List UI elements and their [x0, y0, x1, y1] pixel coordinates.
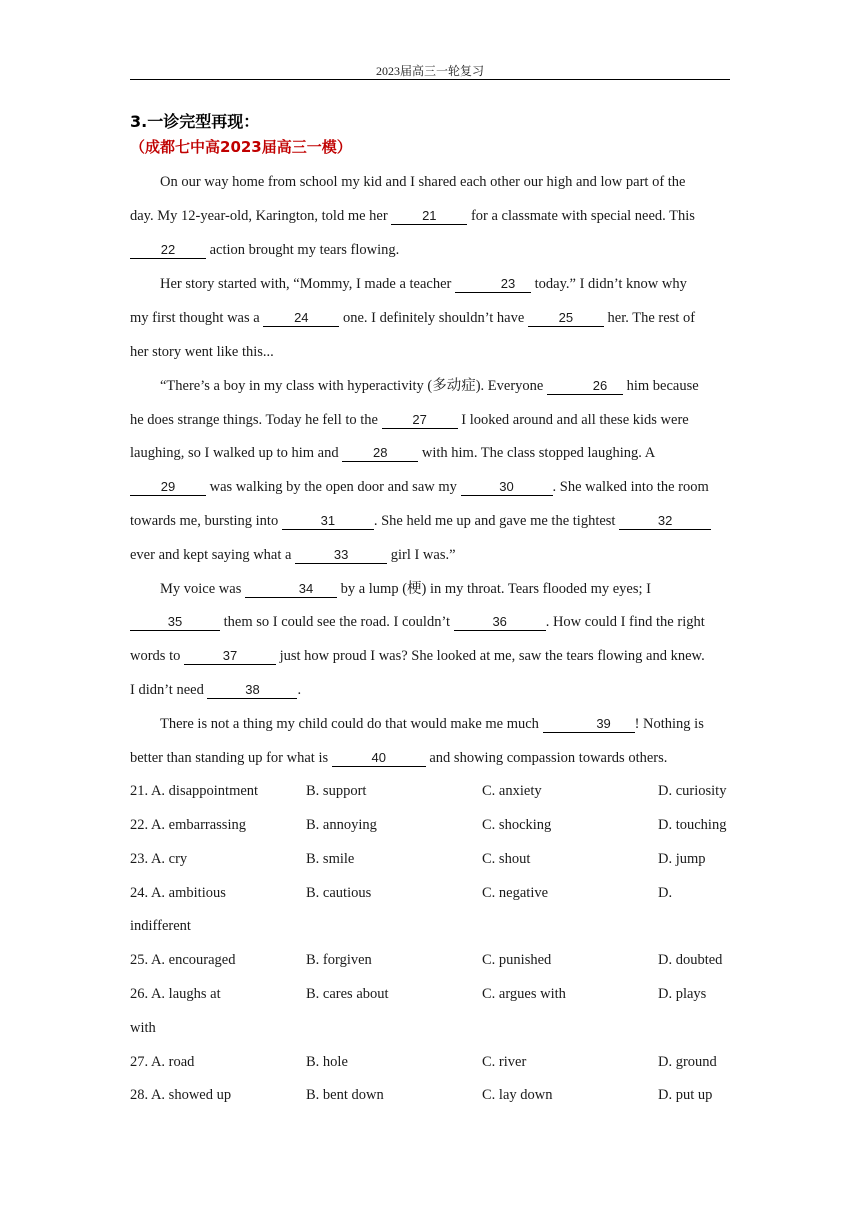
option-d[interactable]: D. jump — [658, 851, 706, 867]
option-c[interactable]: C. river — [482, 1054, 527, 1070]
option-b[interactable]: B. hole — [306, 1054, 348, 1070]
blank-39[interactable]: 39 — [543, 715, 635, 733]
blank-35[interactable]: 35 — [130, 613, 220, 631]
passage-line: I didn’t need 38 . — [130, 682, 302, 698]
option-c[interactable]: C. anxiety — [482, 783, 542, 799]
option-b[interactable]: B. cautious — [306, 885, 372, 901]
option-c[interactable]: C. shout — [482, 851, 531, 867]
option-a[interactable]: 27. A. road — [130, 1054, 195, 1070]
blank-25[interactable]: 25 — [528, 309, 604, 327]
source-note: （成都七中高2023届高三一模） — [130, 138, 352, 156]
option-b[interactable]: B. forgiven — [306, 952, 372, 968]
option-c[interactable]: C. shocking — [482, 817, 552, 833]
option-d-continuation: indifferent — [130, 918, 191, 934]
option-b[interactable]: B. support — [306, 783, 367, 799]
option-d-continuation: with — [130, 1020, 156, 1036]
blank-27[interactable]: 27 — [382, 411, 458, 429]
blank-22[interactable]: 22 — [130, 241, 206, 259]
blank-38[interactable]: 38 — [207, 681, 297, 699]
blank-29[interactable]: 29 — [130, 478, 206, 496]
option-b[interactable]: B. bent down — [306, 1087, 384, 1103]
passage-line: 22 action brought my tears flowing. — [130, 240, 730, 260]
passage-line: he does strange things. Today he fell to the 27 I looked around and all these kids were — [130, 412, 689, 428]
passage-line: her story went like this... — [130, 344, 274, 360]
option-b[interactable]: B. annoying — [306, 817, 377, 833]
passage-line: 35 them so I could see the road. I couldn’t 36 . How could I find the right — [130, 612, 730, 632]
passage-line: words to 37 just how proud I was? She looked at me, saw the tears flowing and knew. — [130, 648, 705, 664]
passage-line: towards me, bursting into 31 . She held me up and gave me the tightest 32 — [130, 511, 730, 531]
option-a[interactable]: 21. A. disappointment — [130, 783, 259, 799]
passage-line: better than standing up for what is 40 and showing compassion towards others. — [130, 750, 668, 766]
passage-line: day. My 12-year-old, Karington, told me her 21 for a classmate with special need. This — [130, 208, 695, 224]
option-d[interactable]: D. plays — [658, 986, 707, 1002]
blank-23[interactable]: 23 — [455, 275, 531, 293]
passage-line: “There’s a boy in my class with hyperactivity (多动症). Everyone 26 him because — [160, 378, 699, 394]
option-c[interactable]: C. punished — [482, 952, 552, 968]
option-c[interactable]: C. argues with — [482, 986, 566, 1002]
blank-33[interactable]: 33 — [295, 546, 387, 564]
option-d[interactable]: D. doubted — [658, 952, 723, 968]
option-c[interactable]: C. negative — [482, 885, 549, 901]
option-b[interactable]: B. cares about — [306, 986, 389, 1002]
passage-line: ever and kept saying what a 33 girl I was.” — [130, 547, 456, 563]
blank-36[interactable]: 36 — [454, 613, 546, 631]
blank-31[interactable]: 31 — [282, 512, 374, 530]
option-a[interactable]: 23. A. cry — [130, 851, 188, 867]
passage-line: There is not a thing my child could do that would make me much 39 ! Nothing is — [160, 716, 704, 732]
passage-line: laughing, so I walked up to him and 28 with him. The class stopped laughing. A — [130, 445, 656, 461]
blank-24[interactable]: 24 — [263, 309, 339, 327]
passage-line: Her story started with, “Mommy, I made a teacher 23 today.” I didn’t know why — [160, 276, 687, 292]
option-d[interactable]: D. put up — [658, 1087, 713, 1103]
blank-21[interactable]: 21 — [391, 207, 467, 225]
section-title: 3.一诊完型再现： — [130, 112, 260, 131]
option-a[interactable]: 22. A. embarrassing — [130, 817, 246, 833]
option-d[interactable]: D. touching — [658, 817, 727, 833]
option-a[interactable]: 25. A. encouraged — [130, 952, 236, 968]
option-d[interactable]: D. — [658, 885, 673, 901]
option-a[interactable]: 28. A. showed up — [130, 1087, 232, 1103]
passage-line: 29 was walking by the open door and saw my 30 . She walked into the room — [130, 477, 730, 497]
passage-line: On our way home from school my kid and I shared each other our high and low part of the — [160, 174, 686, 190]
option-a[interactable]: 24. A. ambitious — [130, 885, 226, 901]
page-header: 2023届高三一轮复习 — [375, 64, 484, 78]
blank-30[interactable]: 30 — [461, 478, 553, 496]
header-divider — [130, 79, 730, 80]
option-b[interactable]: B. smile — [306, 851, 355, 867]
blank-26[interactable]: 26 — [547, 377, 623, 395]
option-a[interactable]: 26. A. laughs at — [130, 986, 221, 1002]
option-d[interactable]: D. curiosity — [658, 783, 727, 799]
passage-line: my first thought was a 24 one. I definitely shouldn’t have 25 her. The rest of — [130, 310, 696, 326]
blank-32[interactable]: 32 — [619, 512, 711, 530]
blank-34[interactable]: 34 — [245, 580, 337, 598]
blank-28[interactable]: 28 — [342, 444, 418, 462]
blank-37[interactable]: 37 — [184, 647, 276, 665]
blank-40[interactable]: 40 — [332, 749, 426, 767]
passage-line: My voice was 34 by a lump (梗) in my throat. Tears flooded my eyes; I — [160, 581, 651, 597]
option-d[interactable]: D. ground — [658, 1054, 717, 1070]
option-c[interactable]: C. lay down — [482, 1087, 553, 1103]
